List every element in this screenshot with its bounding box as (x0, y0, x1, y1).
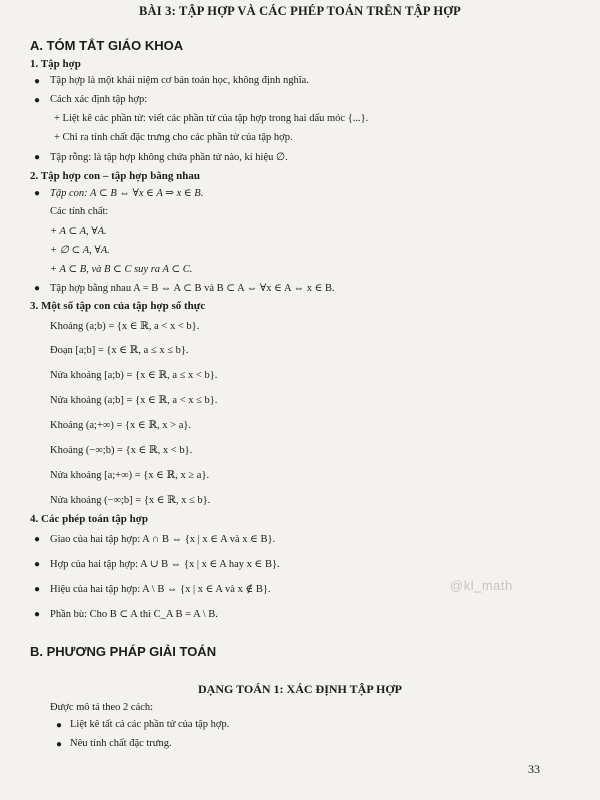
s2-line-3: + A ⊂ A, ∀A. (50, 226, 107, 237)
interval-item: Khoảng (a;+∞) = {x ∈ ℝ, x > a}. (50, 420, 192, 431)
bullet-icon: ● (34, 95, 41, 106)
s1-line-3: + Liệt kê các phần tử: viết các phần tử của tập hợp trong hai dấu móc {...}. (54, 113, 369, 124)
interval-item: Nửa khoảng (−∞;b] = {x ∈ ℝ, x ≤ b}. (50, 495, 211, 506)
interval-item: Nửa khoảng [a;+∞) = {x ∈ ℝ, x ≥ a}. (50, 470, 210, 481)
bullet-icon: ● (34, 584, 41, 595)
s4-heading: 4. Các phép toán tập hợp (30, 513, 148, 525)
s2-line-1: Tập con: A ⊂ B ⇔ ∀x ∈ A ⇒ x ∈ B. (50, 188, 204, 199)
method-item: Liệt kê tất cả các phần tử của tập hợp. (70, 719, 230, 730)
s1-line-4: + Chỉ ra tính chất đặc trưng cho các phần tử của tập hợp. (54, 132, 293, 143)
set-op-item: Phần bù: Cho B ⊂ A thì C_A B = A \ B. (50, 609, 218, 620)
s2-heading: 2. Tập hợp con – tập hợp bằng nhau (30, 170, 201, 182)
interval-item: Khoảng (−∞;b) = {x ∈ ℝ, x < b}. (50, 445, 193, 456)
bullet-icon: ● (34, 609, 41, 620)
set-op-item: Hợp của hai tập hợp: A ∪ B ⇔ {x | x ∈ A hay x ∈ B}. (50, 559, 280, 570)
bullet-icon: ● (34, 76, 41, 87)
section-a-heading: A. TÓM TẮT GIÁO KHOA (30, 38, 184, 53)
s1-line-1: Tập hợp là một khái niệm cơ bản toán học, không định nghĩa. (50, 75, 309, 86)
page-title: BÀI 3: TẬP HỢP VÀ CÁC PHÉP TOÁN TRÊN TẬP HỢP (138, 4, 462, 18)
bullet-icon: ● (34, 188, 41, 199)
s1-heading: 1. Tập hợp (30, 58, 81, 70)
s3-heading: 3. Một số tập con của tập hợp số thực (30, 300, 206, 312)
interval-item: Nửa khoảng (a;b] = {x ∈ ℝ, a < x ≤ b}. (50, 395, 218, 406)
section-b-heading: B. PHƯƠNG PHÁP GIẢI TOÁN (30, 644, 217, 659)
bullet-icon: ● (34, 534, 41, 545)
interval-item: Nửa khoảng [a;b) = {x ∈ ℝ, a ≤ x < b}. (50, 370, 218, 381)
s2-line-2: Các tính chất: (50, 206, 109, 217)
s2-line-4: + ∅ ⊂ A, ∀A. (50, 245, 110, 256)
bullet-icon: ● (34, 152, 41, 163)
s1-line-5: Tập rỗng: là tập hợp không chứa phần tử nào, kí hiệu ∅. (50, 152, 288, 163)
set-op-item: Giao của hai tập hợp: A ∩ B ⇔ {x | x ∈ A và x ∈ B}. (50, 534, 276, 545)
dang-toan-heading: DẠNG TOÁN 1: XÁC ĐỊNH TẬP HỢP (197, 682, 403, 696)
page-number: 33 (528, 762, 540, 776)
method-intro: Được mô tả theo 2 cách: (50, 702, 154, 713)
s2-line-6: Tập hợp bằng nhau A = B ⇔ A ⊂ B và B ⊂ A ⇔ ∀x ∈ A ⇔ x ∈ B. (50, 283, 335, 294)
interval-item: Khoảng (a;b) = {x ∈ ℝ, a < x < b}. (50, 321, 200, 332)
interval-item: Đoạn [a;b] = {x ∈ ℝ, a ≤ x ≤ b}. (50, 345, 189, 356)
bullet-icon: ● (34, 559, 41, 570)
bullet-icon: ● (34, 283, 41, 294)
method-item: Nêu tính chất đặc trưng. (70, 738, 172, 749)
s1-line-2: Cách xác định tập hợp: (50, 94, 148, 105)
bullet-icon: ● (56, 720, 63, 731)
bullet-icon: ● (56, 739, 63, 750)
s2-line-5: + A ⊂ B, và B ⊂ C suy ra A ⊂ C. (50, 264, 193, 275)
set-op-item: Hiệu của hai tập hợp: A \ B ⇔ {x | x ∈ A và x ∉ B}. (50, 584, 271, 595)
watermark: @kl_math (450, 578, 513, 593)
